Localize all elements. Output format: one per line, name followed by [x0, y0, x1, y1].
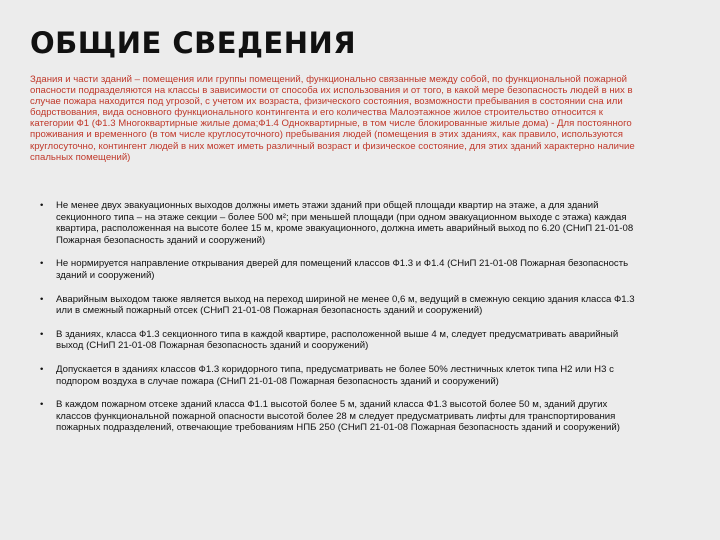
bullet-text: В зданиях, класса Ф1.3 секционного типа в каждой квартире, расположенной выше 4 м, следует предусматривать аварийный выход (СНиП 21-01-08 Пожарная безопасность зданий и сооружений): [56, 328, 619, 352]
bullet-marker: •: [40, 293, 44, 305]
bullet-text: Не менее двух эвакуационных выходов должны иметь этажи зданий при общей площади квартир на этаже, а для зданий секционного типа – на этаже секции – более 500 м²; при меньшей площади (при одном эвакуационном выходе с этажа) каждая квартира, расположенная на высоте более 15 м, кроме эвакуационного, должна иметь аварийный выход по 6.20 (СНиП 21-01-08 Пожарная безопасность зданий и сооружений): [56, 200, 634, 246]
bullet-item: [30, 329, 642, 352]
intro-paragraph: Здания и части зданий – помещения или группы помещений, функционально связанные между собой, по функциональной пожарной опасности подразделяются на классы в зависимости от способа их использования и от того, в какой мере безопасность людей в них в случае пожара находится под угрозой, с учетом их возраста, физического состояния, возможности пребывания в состоянии сна или бодрствования, вида основного функционального контингента и его количества Малоэтажное жилое строительство относится к категории Ф1 (Ф1.3 Многоквартирные жилые дома;Ф1.4 Одноквартирные, в том числе блокированные жилые дома) - Для постоянного проживания и временного (в том числе круглосуточного) пребывания людей (помещения в этих зданиях, как правило, используются круглосуточно, контингент людей в них может иметь различный возраст и физическое состояние, для этих зданий характерно наличие спальных помещений): [30, 74, 635, 163]
bullet-item: [30, 200, 642, 246]
bullet-text: В каждом пожарном отсеке зданий класса Ф1.1 высотой более 5 м, зданий класса Ф1.3 высотой более 50 м, зданий других классов функциональной пожарной опасности высотой более 28 м следует предусматривать лифты для транспортирования пожарных подразделений, отвечающие требованиям НПБ 250 (СНиП 21-01-08 Пожарная безопасность зданий и сооружений): [56, 399, 620, 434]
bullet-marker: •: [40, 258, 44, 270]
bullet-item: [30, 399, 642, 434]
bullet-text: Допускается в зданиях классов Ф1.3 коридорного типа, предусматривать не более 50% лестничных клеток типа Н2 или Н3 с подпором воздуха в случае пожара (СНиП 21-01-08 Пожарная безопасность зданий и сооружений): [56, 363, 614, 387]
bullet-item: [30, 294, 642, 317]
bullet-marker: •: [40, 200, 44, 211]
bullet-text: Не нормируется направление открывания дверей для помещений классов Ф1.3 и Ф1.4 (СНиП 21-01-08 Пожарная безопасность зданий и сооружений): [56, 258, 629, 281]
bullet-text: Аварийным выходом также является выход на переход шириной не менее 0,6 м, ведущий в смежную секцию здания класса Ф1.3 или в смежный пожарный отсек (СНиП 21-01-08 Пожарная безопасность зданий и сооружений): [56, 293, 635, 317]
bullet-marker: •: [40, 399, 44, 411]
bullet-item: [30, 258, 642, 281]
slide-title: ОБЩИЕ СВЕДЕНИЯ: [30, 26, 357, 60]
bullet-item: [30, 364, 642, 387]
bullet-list: [30, 200, 642, 446]
bullet-marker: •: [40, 328, 44, 340]
bullet-marker: •: [40, 363, 44, 375]
